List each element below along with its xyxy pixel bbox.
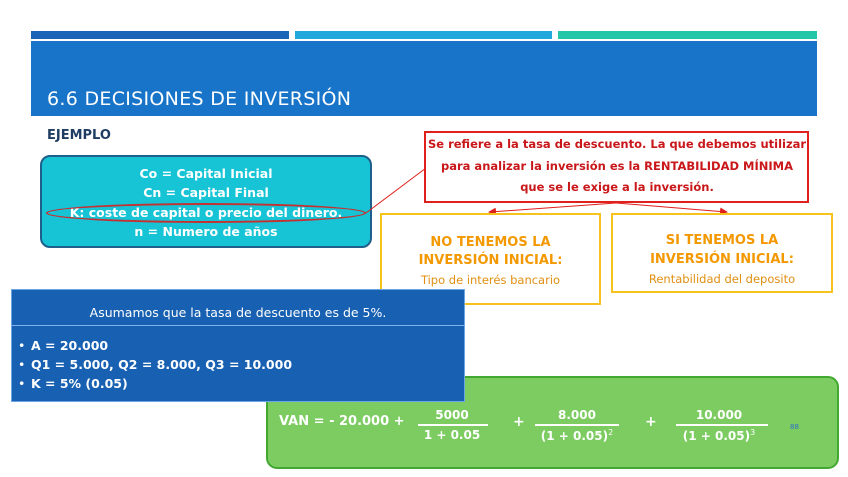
no-investment-title-2: INVERSIÓN INICIAL: (418, 253, 563, 268)
no-investment-title-1: NO TENEMOS LA (430, 235, 551, 250)
bullet-icon: • (18, 376, 26, 391)
with-investment-subtitle: Rentabilidad del deposito (648, 272, 796, 286)
fraction-2-exponent: 2 (608, 428, 614, 437)
fraction-1-bar (418, 424, 488, 426)
slide-title: 6.6 DECISIONES DE INVERSIÓN (47, 88, 352, 110)
definition-k: K: coste de capital o precio del dinero. (69, 205, 343, 220)
definition-n: n = Numero de años (134, 224, 278, 239)
arrow-left (490, 203, 616, 212)
fraction-2-numerator: 8.000 (558, 408, 596, 422)
fraction-3-base: (1 + 0.05) (682, 429, 751, 443)
definition-co: Co = Capital Inicial (139, 166, 273, 181)
arrow-right (616, 203, 726, 212)
list-item (18, 338, 108, 353)
fraction-2-denominator (535, 428, 619, 443)
pointer-line (366, 168, 426, 213)
list-item-text: Q1 = 5.000, Q2 = 8.000, Q3 = 10.000 (31, 357, 293, 372)
fraction-3-numerator: 10.000 (695, 408, 743, 422)
plus-sign: + (645, 414, 657, 430)
fraction-3-exponent: 3 (750, 428, 756, 437)
no-investment-subtitle: Tipo de interés bancario (420, 273, 561, 287)
fraction-2-base: (1 + 0.05) (540, 429, 609, 443)
bullet-icon: • (18, 357, 26, 372)
list-item (18, 357, 292, 372)
list-item (18, 376, 128, 391)
slide-number: 88 (790, 423, 799, 431)
fraction-3-bar (676, 424, 768, 426)
section-label: EJEMPLO (47, 128, 111, 143)
with-investment-title-1: SI TENEMOS LA (665, 233, 779, 248)
fraction-3-denominator (674, 428, 764, 443)
plus-sign: + (513, 414, 525, 430)
fraction-1-denominator: 1 + 0.05 (423, 428, 481, 442)
fraction-1-numerator: 5000 (435, 408, 469, 422)
list-item-text: K = 5% (0.05) (31, 376, 128, 391)
list-item-text: A = 20.000 (31, 338, 109, 353)
callout-line-1: Se refiere a la tasa de descuento. La que debemos utilizar (428, 137, 807, 151)
definition-cn: Cn = Capital Final (143, 185, 269, 200)
with-investment-title-2: INVERSIÓN INICIAL: (650, 252, 794, 267)
formula-lhs: VAN = - 20.000 + (279, 414, 405, 429)
callout-line-3: que se le exige a la inversión. (520, 180, 714, 194)
bullet-icon: • (18, 338, 26, 353)
callout-line-2: para analizar la inversión es la RENTABILIDAD MÍNIMA (441, 159, 793, 173)
fraction-2-bar (535, 424, 619, 426)
assumption-title: Asumamos que la tasa de descuento es de 5%. (89, 305, 387, 320)
